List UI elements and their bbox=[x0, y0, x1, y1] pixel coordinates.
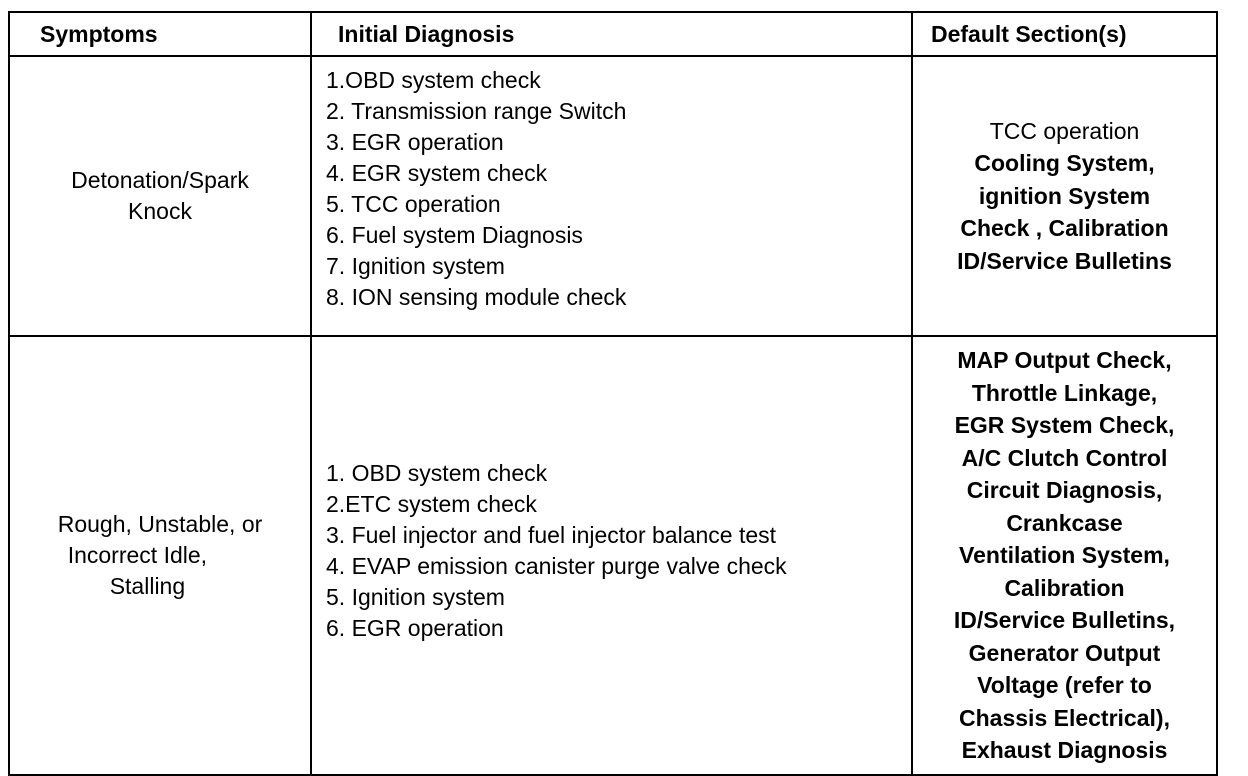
diagnosis-cell bbox=[311, 336, 912, 775]
diagnosis-step: 2. Transmission range Switch bbox=[326, 98, 627, 124]
default-section-line: Ventilation System, bbox=[959, 542, 1170, 569]
diagnosis-step: 4. EVAP emission canister purge valve check bbox=[326, 552, 787, 579]
header-symptoms: Symptoms bbox=[9, 12, 311, 56]
default-section-line: EGR System Check, bbox=[954, 412, 1175, 439]
diagnosis-step: 1.OBD system check bbox=[326, 67, 541, 93]
diagnosis-cell bbox=[311, 56, 912, 336]
default-section-line: ignition System bbox=[978, 182, 1151, 209]
default-section-line: ID/Service Bulletins bbox=[957, 247, 1172, 274]
symptom-line: Detonation/Spark bbox=[71, 167, 249, 193]
default-section-line: Generator Output bbox=[968, 639, 1161, 666]
default-section-line: Throttle Linkage, bbox=[971, 379, 1158, 406]
default-section-line: Chassis Electrical), bbox=[959, 704, 1170, 731]
default-section-line: A/C Clutch Control bbox=[961, 444, 1168, 471]
table-row bbox=[9, 56, 1217, 336]
diagnosis-step: 3. Fuel injector and fuel injector balance test bbox=[326, 521, 777, 548]
diagnosis-step: 2.ETC system check bbox=[326, 490, 537, 517]
diagnostic-table-page bbox=[8, 11, 1216, 764]
default-section-line: Circuit Diagnosis, bbox=[966, 477, 1163, 504]
default-section-line: TCC operation bbox=[989, 117, 1140, 144]
diagnosis-step: 7. Ignition system bbox=[326, 253, 505, 279]
default-section-line: Voltage (refer to bbox=[977, 672, 1152, 699]
default-section-line: Check , Calibration bbox=[960, 215, 1169, 242]
default-section-cell bbox=[912, 336, 1217, 775]
diagnosis-list bbox=[326, 458, 911, 644]
diagnosis-step: 3. EGR operation bbox=[326, 129, 504, 155]
default-section-line: Cooling System, bbox=[974, 150, 1155, 177]
diagnosis-step: 8. ION sensing module check bbox=[326, 284, 627, 310]
symptom-line: Incorrect Idle, bbox=[67, 542, 208, 568]
header-default-sections: Default Section(s) bbox=[912, 12, 1217, 56]
default-section-line: Exhaust Diagnosis bbox=[961, 737, 1168, 764]
diagnosis-step: 6. EGR operation bbox=[326, 614, 504, 641]
table-row bbox=[9, 336, 1217, 775]
default-section-line: Calibration bbox=[1004, 574, 1125, 601]
symptom-lines bbox=[58, 509, 263, 602]
diagnosis-step: 1. OBD system check bbox=[326, 459, 548, 486]
diagnosis-step: 5. Ignition system bbox=[326, 583, 505, 610]
default-section-line: Crankcase bbox=[1006, 509, 1123, 536]
symptom-line: Stalling bbox=[109, 573, 186, 599]
diagnostic-table bbox=[8, 11, 1218, 776]
diagnosis-list bbox=[326, 65, 911, 313]
symptom-line: Knock bbox=[128, 198, 192, 224]
diagnosis-step: 6. Fuel system Diagnosis bbox=[326, 222, 583, 248]
default-section-line: MAP Output Check, bbox=[957, 347, 1172, 374]
symptom-line: Rough, Unstable, or bbox=[57, 511, 263, 537]
header-row bbox=[9, 12, 1217, 56]
default-section-line: ID/Service Bulletins, bbox=[953, 607, 1176, 634]
diagnosis-step: 4. EGR system check bbox=[326, 160, 548, 186]
default-section-cell bbox=[912, 56, 1217, 336]
symptom-cell bbox=[9, 336, 311, 775]
symptom-cell bbox=[9, 56, 311, 336]
diagnosis-step: 5. TCC operation bbox=[326, 191, 501, 217]
header-initial-diagnosis: Initial Diagnosis bbox=[311, 12, 912, 56]
